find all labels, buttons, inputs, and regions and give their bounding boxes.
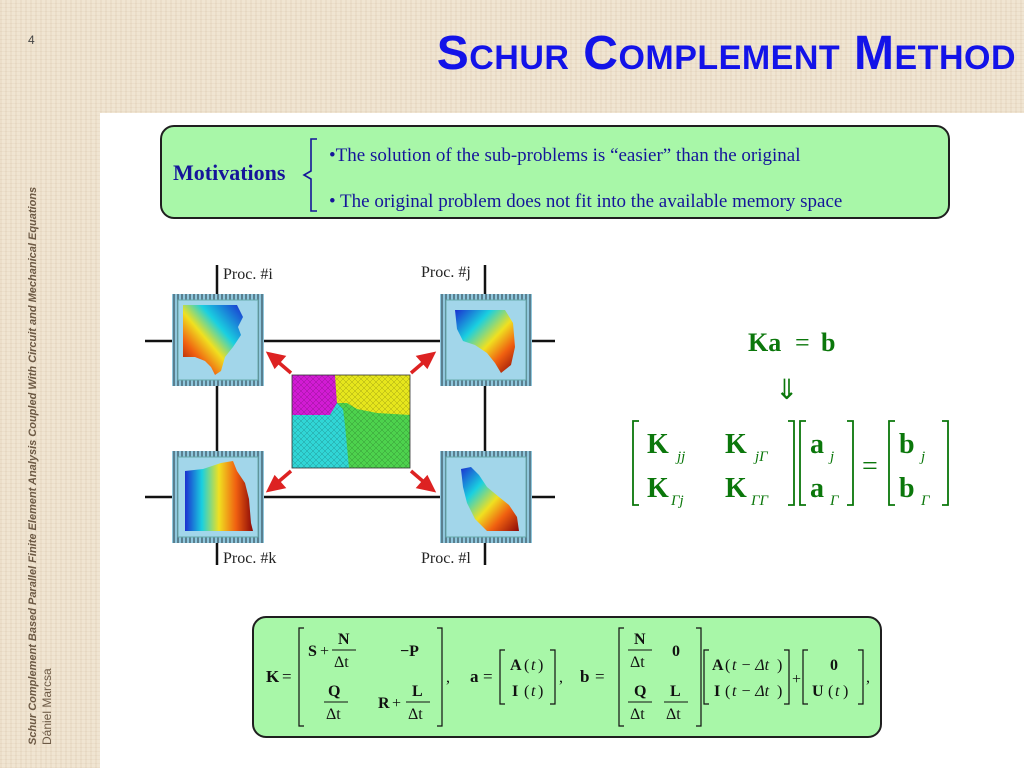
proc-label-k: Proc. #k (223, 550, 277, 567)
formula-paren-close-3: ) (777, 657, 783, 674)
k12-subscript: jΓ (755, 449, 768, 465)
equation-top-rhs: b (821, 328, 836, 357)
sidebar-subtitle: Schur Complement Based Parallel Finite Element Analysis Coupled With Circuit and Mechanical Equations (27, 186, 39, 745)
processor-j (440, 294, 532, 386)
time-discretization-formula-box (252, 616, 882, 738)
proc-label-l: Proc. #l (421, 550, 471, 567)
proc-label-j: Proc. #j (421, 265, 471, 281)
formula-paren-close-1: ) (538, 657, 544, 674)
formula-paren-open-3: ( (725, 657, 731, 674)
formula-comma-1: , (446, 669, 450, 686)
formula-paren-open-4: ( (725, 683, 731, 700)
formula-N-1: N (338, 631, 350, 648)
formula-eq-2: = (483, 667, 493, 686)
formula-dt-2: Δt (326, 706, 341, 723)
formula-t-minus-dt-2: t − Δt (732, 683, 770, 700)
formula-paren-open-2: ( (524, 683, 530, 700)
motivation-bullet-2: • The original problem does not fit into the available memory space (329, 191, 843, 212)
formula-L-1: L (412, 683, 423, 700)
motivations-box (160, 125, 950, 219)
formula-paren-open-1: ( (524, 657, 530, 674)
formula-U: U (812, 683, 824, 700)
a1-subscript: j (830, 449, 835, 465)
formula-plus-1: + (320, 643, 330, 660)
block-equation (625, 323, 955, 523)
k11-subscript: jj (677, 449, 686, 465)
formula-t-minus-dt-1: t − Δt (732, 657, 770, 674)
formula-dt-1: Δt (334, 654, 349, 671)
block-equals: = (862, 451, 878, 482)
processor-l (440, 451, 532, 543)
k11-label: K (647, 429, 669, 460)
formula-a: a (470, 667, 479, 686)
formula-dt-5: Δt (630, 706, 645, 723)
domain-decomposition-diagram (145, 265, 565, 575)
formula-zero-1: 0 (672, 643, 680, 660)
processor-i (172, 294, 264, 386)
proc-label-i: Proc. #i (223, 266, 273, 283)
formula-eq-3: = (595, 667, 605, 686)
formula-comma-2: , (559, 669, 563, 686)
formula-L-2: L (670, 683, 681, 700)
motivations-label: Motivations (173, 160, 286, 185)
brace-icon (301, 137, 321, 213)
equation-top-lhs: Ka (748, 328, 782, 357)
formula-paren-close-2: ) (538, 683, 544, 700)
processor-k (172, 451, 264, 543)
formula-plus-3: + (792, 671, 802, 688)
formula-t-3: t (835, 683, 840, 700)
sidebar-footer (26, 125, 54, 745)
sidebar-author: Dániel Marcsa (40, 668, 54, 745)
k21-label: K (647, 473, 669, 504)
formula-dt-6: Δt (666, 706, 681, 723)
equation-top-equals: = (795, 328, 810, 357)
formula-S: S (308, 643, 317, 660)
formula-A-2: A (712, 657, 724, 674)
formula-dt-3: Δt (408, 706, 423, 723)
formula-I-2: I (714, 683, 721, 700)
a2-label: a (810, 473, 824, 504)
formula-paren-close-4: ) (777, 683, 783, 700)
slide-title: Schur Complement Method (436, 27, 1016, 80)
b2-label: b (899, 473, 915, 504)
k12-label: K (725, 429, 747, 460)
formula-t-2: t (531, 683, 536, 700)
k22-subscript: ΓΓ (751, 493, 769, 509)
formula-Q-2: Q (634, 683, 647, 700)
formula-comma-3: , (866, 669, 870, 686)
k21-subscript: Γj (671, 493, 684, 509)
a2-subscript: Γ (830, 493, 839, 509)
formula-dt-4: Δt (630, 654, 645, 671)
formula-b: b (580, 667, 590, 686)
slide-content (100, 113, 1024, 768)
formula-paren-close-5: ) (843, 683, 849, 700)
formula-I-1: I (512, 683, 519, 700)
formula-eq-1: = (282, 667, 292, 686)
formula-K: K (266, 667, 280, 686)
formula-zero-2: 0 (830, 657, 838, 674)
b2-subscript: Γ (921, 493, 930, 509)
motivation-bullet-1: •The solution of the sub-problems is “easier” than the original (329, 145, 801, 166)
implies-arrow: ⇓ (775, 375, 799, 406)
formula-R: R (378, 695, 390, 712)
b1-label: b (899, 429, 915, 460)
slide-number: 4 (28, 33, 35, 47)
mesh-partition (292, 375, 410, 468)
formula-Q-1: Q (328, 683, 341, 700)
formula-t-1: t (531, 657, 536, 674)
formula-N-2: N (634, 631, 646, 648)
k22-label: K (725, 473, 747, 504)
formula-A-1: A (510, 657, 522, 674)
formula-paren-open-5: ( (828, 683, 834, 700)
formula-minusP: −P (400, 643, 419, 660)
formula-svg (254, 618, 880, 736)
b1-subscript: j (921, 449, 926, 465)
a1-label: a (810, 429, 824, 460)
formula-plus-2: + (392, 695, 402, 712)
